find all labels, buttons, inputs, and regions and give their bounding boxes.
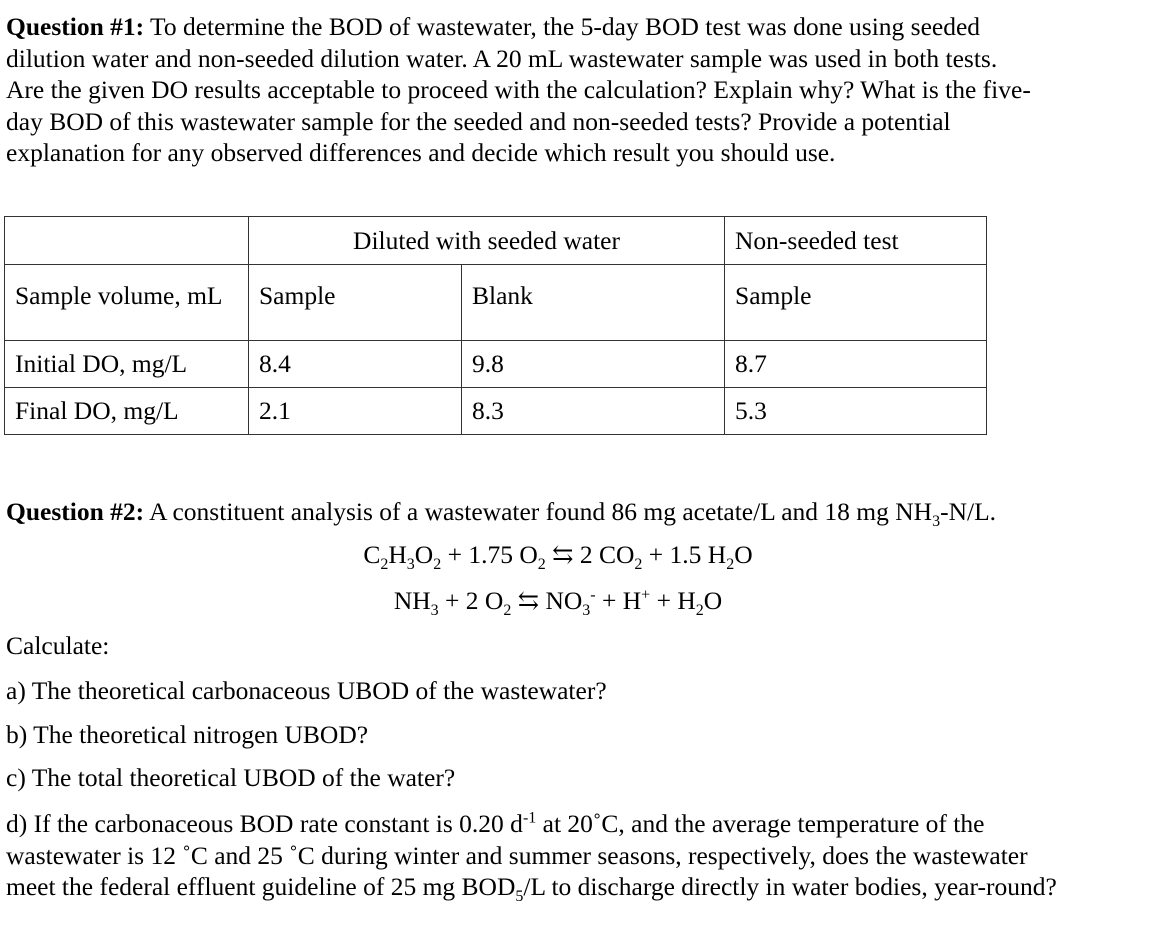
question-part-d-line-3 — [6, 871, 1134, 906]
question-1-line-5: explanation for any observed differences and decide which result you should use. — [6, 138, 836, 167]
part-d-text-3a: meet the federal effluent guideline of 25 mg BOD — [6, 872, 516, 901]
table-row — [5, 265, 987, 341]
table-row-label: Initial DO, mg/L — [5, 341, 249, 388]
question-2-subscript: 3 — [932, 513, 941, 531]
bod-data-table — [4, 216, 987, 435]
question-1-text-1: To determine the BOD of wastewater, the 5-day BOD test was done using seeded — [144, 12, 981, 41]
table-header-nonseeded: Non-seeded test — [725, 217, 987, 265]
question-part-a: a) The theoretical carbonaceous UBOD of the wastewater? — [6, 676, 607, 705]
table-cell: 8.3 — [462, 388, 725, 435]
table-row-label: Final DO, mg/L — [5, 388, 249, 435]
acetate-oxidation-equation: $C_2H_3O_2 + 1.75$ $O_2$ ⇆ 2 $CO_2 + 1.5$ $H_2O$ — [363, 540, 753, 574]
ammonia-oxidation-equation: $NH_3 + 2$ $O_2$ ⇆ $NO_3^- + H^+ + H_2O$ — [393, 586, 723, 620]
question-2-text-end: -N/L. — [940, 497, 997, 526]
question-1-line-1 — [6, 11, 1146, 43]
question-2-text: A constituent analysis of a wastewater found 86 mg acetate/L and 18 mg NH — [144, 497, 933, 526]
question-part-d — [6, 808, 1134, 906]
question-part-d-line-2: wastewater is 12 ˚C and 25 ˚C during winter and summer seasons, respectively, does the wastewater — [6, 840, 1028, 870]
table-header-row — [5, 217, 987, 265]
table-cell: 2.1 — [249, 388, 462, 435]
question-part-b: b) The theoretical nitrogen UBOD? — [6, 720, 369, 749]
question-1-label: Question #1: — [6, 12, 145, 41]
table-cell: Sample — [725, 265, 987, 341]
table-header-empty-cell — [5, 217, 249, 265]
part-d-subscript: 5 — [515, 888, 524, 906]
table-cell: Blank — [462, 265, 725, 341]
table-cell: 5.3 — [725, 388, 987, 435]
table-row — [5, 388, 987, 435]
question-part-c: c) The total theoretical UBOD of the water? — [6, 763, 456, 792]
part-d-text-1: d) If the carbonaceous BOD rate constant is 0.20 d — [6, 809, 523, 838]
table-row — [5, 341, 987, 388]
part-d-text-3b: /L to discharge directly in water bodies, year-round? — [523, 872, 1057, 901]
part-d-text-1b: at 20˚C, and the average temperature of the — [536, 809, 985, 838]
part-d-superscript: -1 — [522, 809, 537, 827]
table-cell: 9.8 — [462, 341, 725, 388]
table-cell: Sample — [249, 265, 462, 341]
question-1-line-4: day BOD of this wastewater sample for the seeded and non-seeded tests? Provide a potential — [6, 106, 951, 136]
question-1-line-3: Are the given DO results acceptable to proceed with the calculation? Explain why? What is the five- — [6, 75, 1031, 104]
question-2-label: Question #2: — [6, 497, 145, 526]
calculate-heading: Calculate: — [6, 631, 110, 660]
table-cell: 8.4 — [249, 341, 462, 388]
question-part-d-line-1 — [6, 808, 1134, 840]
question-1 — [6, 11, 1146, 169]
question-2-intro — [6, 496, 997, 531]
table-header-seeded: Diluted with seeded water — [249, 217, 725, 265]
table-row-label: Sample volume, mL — [5, 265, 249, 341]
question-1-line-2: dilution water and non-seeded dilution water. A 20 mL wastewater sample was used in both tests. — [6, 43, 998, 73]
table-cell: 8.7 — [725, 341, 987, 388]
